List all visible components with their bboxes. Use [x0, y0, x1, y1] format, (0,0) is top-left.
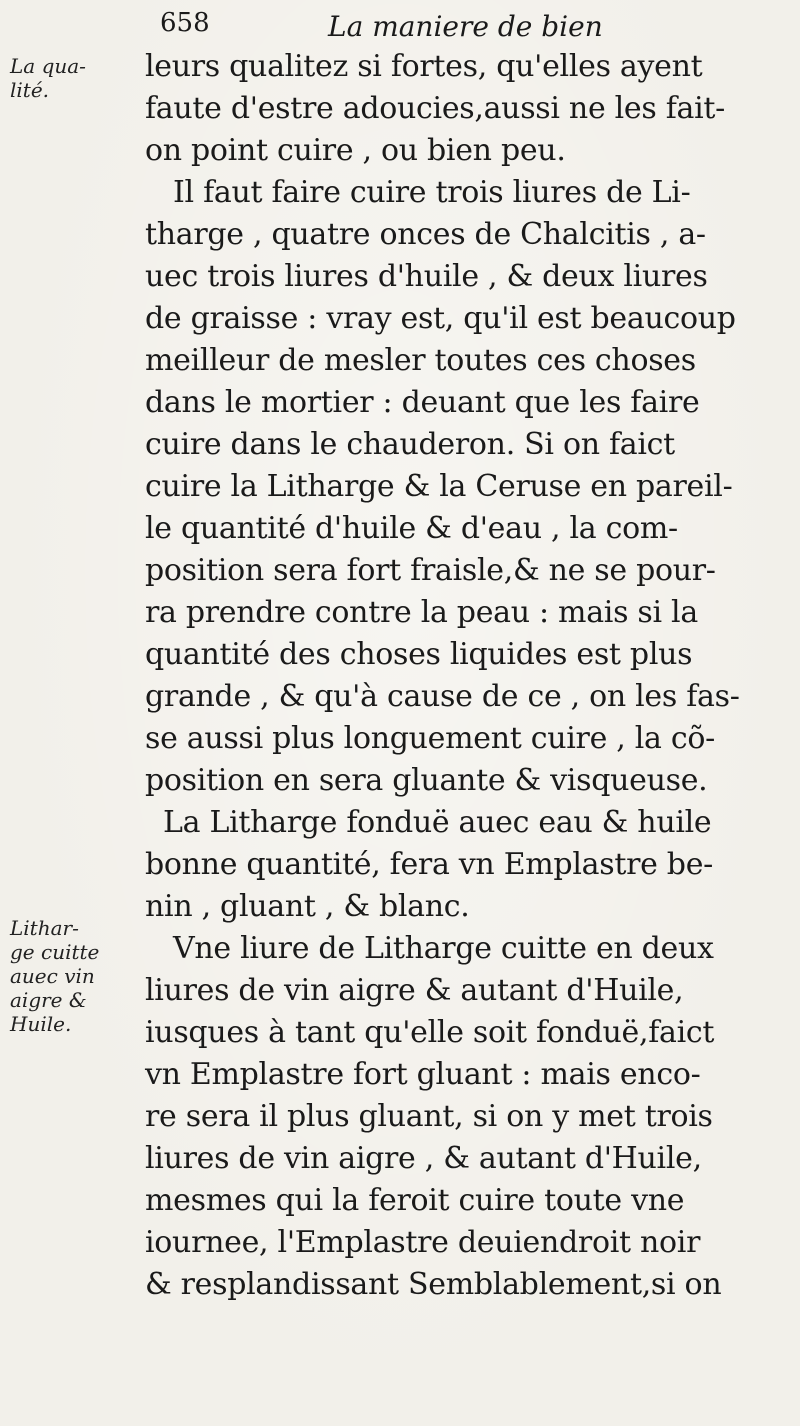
text-line: mesmes qui la feroit cuire toute vne — [145, 1183, 685, 1218]
text-line: & resplandissant Semblablement,si on — [145, 1267, 722, 1302]
text-line: se aussi plus longuement cuire , la cõ- — [145, 721, 715, 756]
margin-note-line: La qua- — [10, 54, 86, 78]
text-line: leurs qualitez si fortes, qu'elles ayent — [145, 49, 703, 84]
text-line: iournee, l'Emplastre deuiendroit noir — [145, 1225, 701, 1260]
text-line: cuire dans le chauderon. Si on faict — [145, 427, 675, 462]
paragraph-start-line: Il faut faire cuire trois liures de Li- — [173, 175, 691, 210]
body-text — [145, 46, 785, 1306]
text-line: de graisse : vray est, qu'il est beaucoup — [145, 301, 736, 336]
page-number: 658 — [160, 8, 210, 38]
margin-note — [10, 916, 135, 1036]
text-line: cuire la Litharge & la Ceruse en pareil- — [145, 469, 733, 504]
text-line: nin , gluant , & blanc. — [145, 889, 470, 924]
margin-note-line: auec vin — [10, 964, 95, 988]
text-line: liures de vin aigre , & autant d'Huile, — [145, 1141, 702, 1176]
text-line: faute d'estre adoucies,aussi ne les fait- — [145, 91, 725, 126]
text-line: tharge , quatre onces de Chalcitis , a- — [145, 217, 706, 252]
running-title: La maniere de bien — [328, 10, 603, 43]
text-line: dans le mortier : deuant que les faire — [145, 385, 700, 420]
margin-note-line: Lithar- — [10, 916, 79, 940]
text-line: le quantité d'huile & d'eau , la com- — [145, 511, 678, 546]
text-line: position sera fort fraisle,& ne se pour- — [145, 553, 716, 588]
text-line: vn Emplastre fort gluant : mais enco- — [145, 1057, 701, 1092]
margin-note-line: ge cuitte — [10, 940, 100, 964]
text-line: liures de vin aigre & autant d'Huile, — [145, 973, 684, 1008]
text-line: quantité des choses liquides est plus — [145, 637, 693, 672]
paragraph-start-line: Vne liure de Litharge cuitte en deux — [173, 931, 714, 966]
page-header — [160, 8, 720, 48]
text-line: position en sera gluante & visqueuse. — [145, 763, 708, 798]
text-line: bonne quantité, fera vn Emplastre be- — [145, 847, 713, 882]
margin-note-line: aigre & — [10, 988, 87, 1012]
text-line: meilleur de mesler toutes ces choses — [145, 343, 696, 378]
text-line: re sera il plus gluant, si on y met trois — [145, 1099, 713, 1134]
text-line: uec trois liures d'huile , & deux liures — [145, 259, 708, 294]
text-line: on point cuire , ou bien peu. — [145, 133, 566, 168]
text-line: grande , & qu'à cause de ce , on les fas- — [145, 679, 740, 714]
margin-note — [10, 54, 135, 102]
margin-note-line: Huile. — [10, 1012, 72, 1036]
margin-note-line: lité. — [10, 78, 50, 102]
text-line: ra prendre contre la peau : mais si la — [145, 595, 698, 630]
paragraph-start-line: La Litharge fonduë auec eau & huile — [163, 805, 712, 840]
text-line: iusques à tant qu'elle soit fonduë,faict — [145, 1015, 715, 1050]
